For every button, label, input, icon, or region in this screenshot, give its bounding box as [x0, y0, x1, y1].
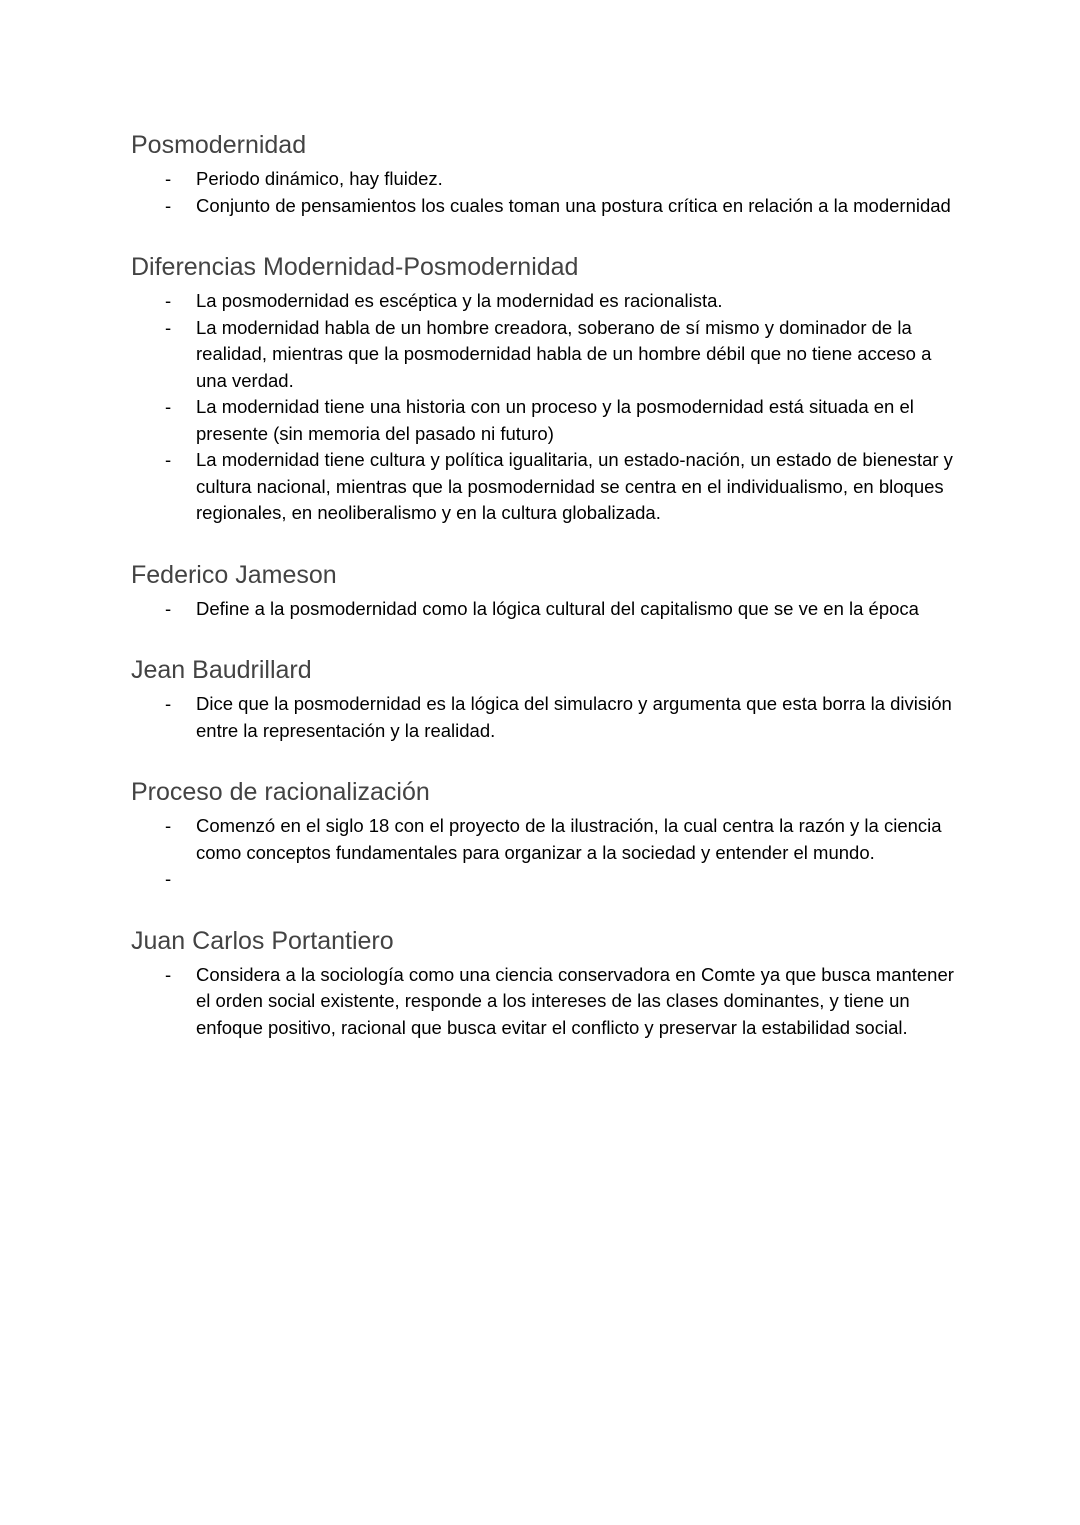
section-jean-baudrillard — [131, 653, 961, 744]
section-heading: Juan Carlos Portantiero — [131, 926, 394, 955]
list-item-text: La posmodernidad es escéptica y la modernidad es racionalista. — [196, 290, 723, 311]
section-heading: Posmodernidad — [131, 131, 307, 159]
list-item-text: Define a la posmodernidad como la lógica cultural del capitalismo que se ve en la época — [196, 597, 919, 619]
bullet-list — [131, 813, 961, 893]
list-item-text: Conjunto de pensamientos los cuales toman una postura crítica en relación a la modernidad — [196, 194, 951, 216]
list-item-text: Periodo dinámico, hay fluidez. — [196, 168, 443, 189]
list-item-text: La modernidad habla de un hombre creadora, soberano de sí mismo y dominador de la realidad, mientras que la posmodernidad habla de un hombre débil que no tiene acceso a una verdad. — [196, 316, 932, 391]
section-heading: Jean Baudrillard — [131, 656, 312, 684]
section-posmodernidad — [131, 128, 961, 219]
bullet-dash: - — [165, 396, 172, 417]
list-item-text: Dice que la posmodernidad es la lógica del simulacro y argumenta que esta borra la división entre la representación y la realidad. — [196, 693, 952, 741]
bullet-dash: - — [165, 316, 172, 338]
list-item — [131, 315, 961, 395]
list-item-text: Considera a la sociología como una ciencia conservadora en Comte ya que busca mantener el orden social existente, responde a los intereses de las clases dominantes, y tiene un enfoque positivo, racional que busca evitar el conflicto y preservar la estabilidad social. — [196, 963, 954, 1038]
bullet-list — [131, 596, 961, 623]
document-page — [131, 128, 961, 1041]
bullet-dash: - — [165, 290, 172, 311]
list-item — [131, 596, 961, 623]
section-diferencias — [131, 250, 961, 527]
list-item-text: Comenzó en el siglo 18 con el proyecto de la ilustración, la cual centra la razón y la ciencia como conceptos fundamentales para organizar a la sociedad y entender el mundo. — [196, 815, 942, 863]
list-item-text: La modernidad tiene cultura y política igualitaria, un estado-nación, un estado de bienestar y cultura nacional, mientras que la posmodernidad se centra en el individualismo, en bloques regionales, en neoliberalismo y en la cultura globalizada. — [196, 449, 953, 523]
list-item — [131, 288, 961, 315]
list-item — [131, 691, 961, 744]
section-heading: Proceso de racionalización — [131, 778, 430, 806]
bullet-dash: - — [165, 168, 172, 189]
bullet-dash: - — [165, 868, 172, 889]
list-item-text: La modernidad tiene una historia con un proceso y la posmodernidad está situada en el presente (sin memoria del pasado ni futuro) — [196, 396, 914, 444]
list-item — [131, 394, 961, 447]
section-heading: Diferencias Modernidad-Posmodernidad — [131, 253, 579, 281]
bullet-list — [131, 691, 961, 744]
list-item — [131, 166, 961, 193]
section-heading: Federico Jameson — [131, 560, 337, 589]
bullet-dash: - — [165, 194, 172, 216]
list-item — [131, 866, 961, 893]
section-proceso-racionalizacion — [131, 775, 961, 893]
bullet-dash: - — [165, 693, 172, 714]
list-item-text — [196, 868, 201, 889]
bullet-list — [131, 962, 961, 1042]
list-item — [131, 813, 961, 866]
bullet-list — [131, 288, 961, 527]
bullet-dash: - — [165, 815, 172, 836]
bullet-dash: - — [165, 963, 172, 985]
list-item — [131, 193, 961, 220]
bullet-dash: - — [165, 449, 172, 470]
section-federico-jameson — [131, 558, 961, 623]
bullet-list — [131, 166, 961, 219]
bullet-dash: - — [165, 597, 172, 619]
list-item — [131, 962, 961, 1042]
list-item — [131, 447, 961, 527]
section-juan-carlos-portantiero — [131, 924, 961, 1042]
